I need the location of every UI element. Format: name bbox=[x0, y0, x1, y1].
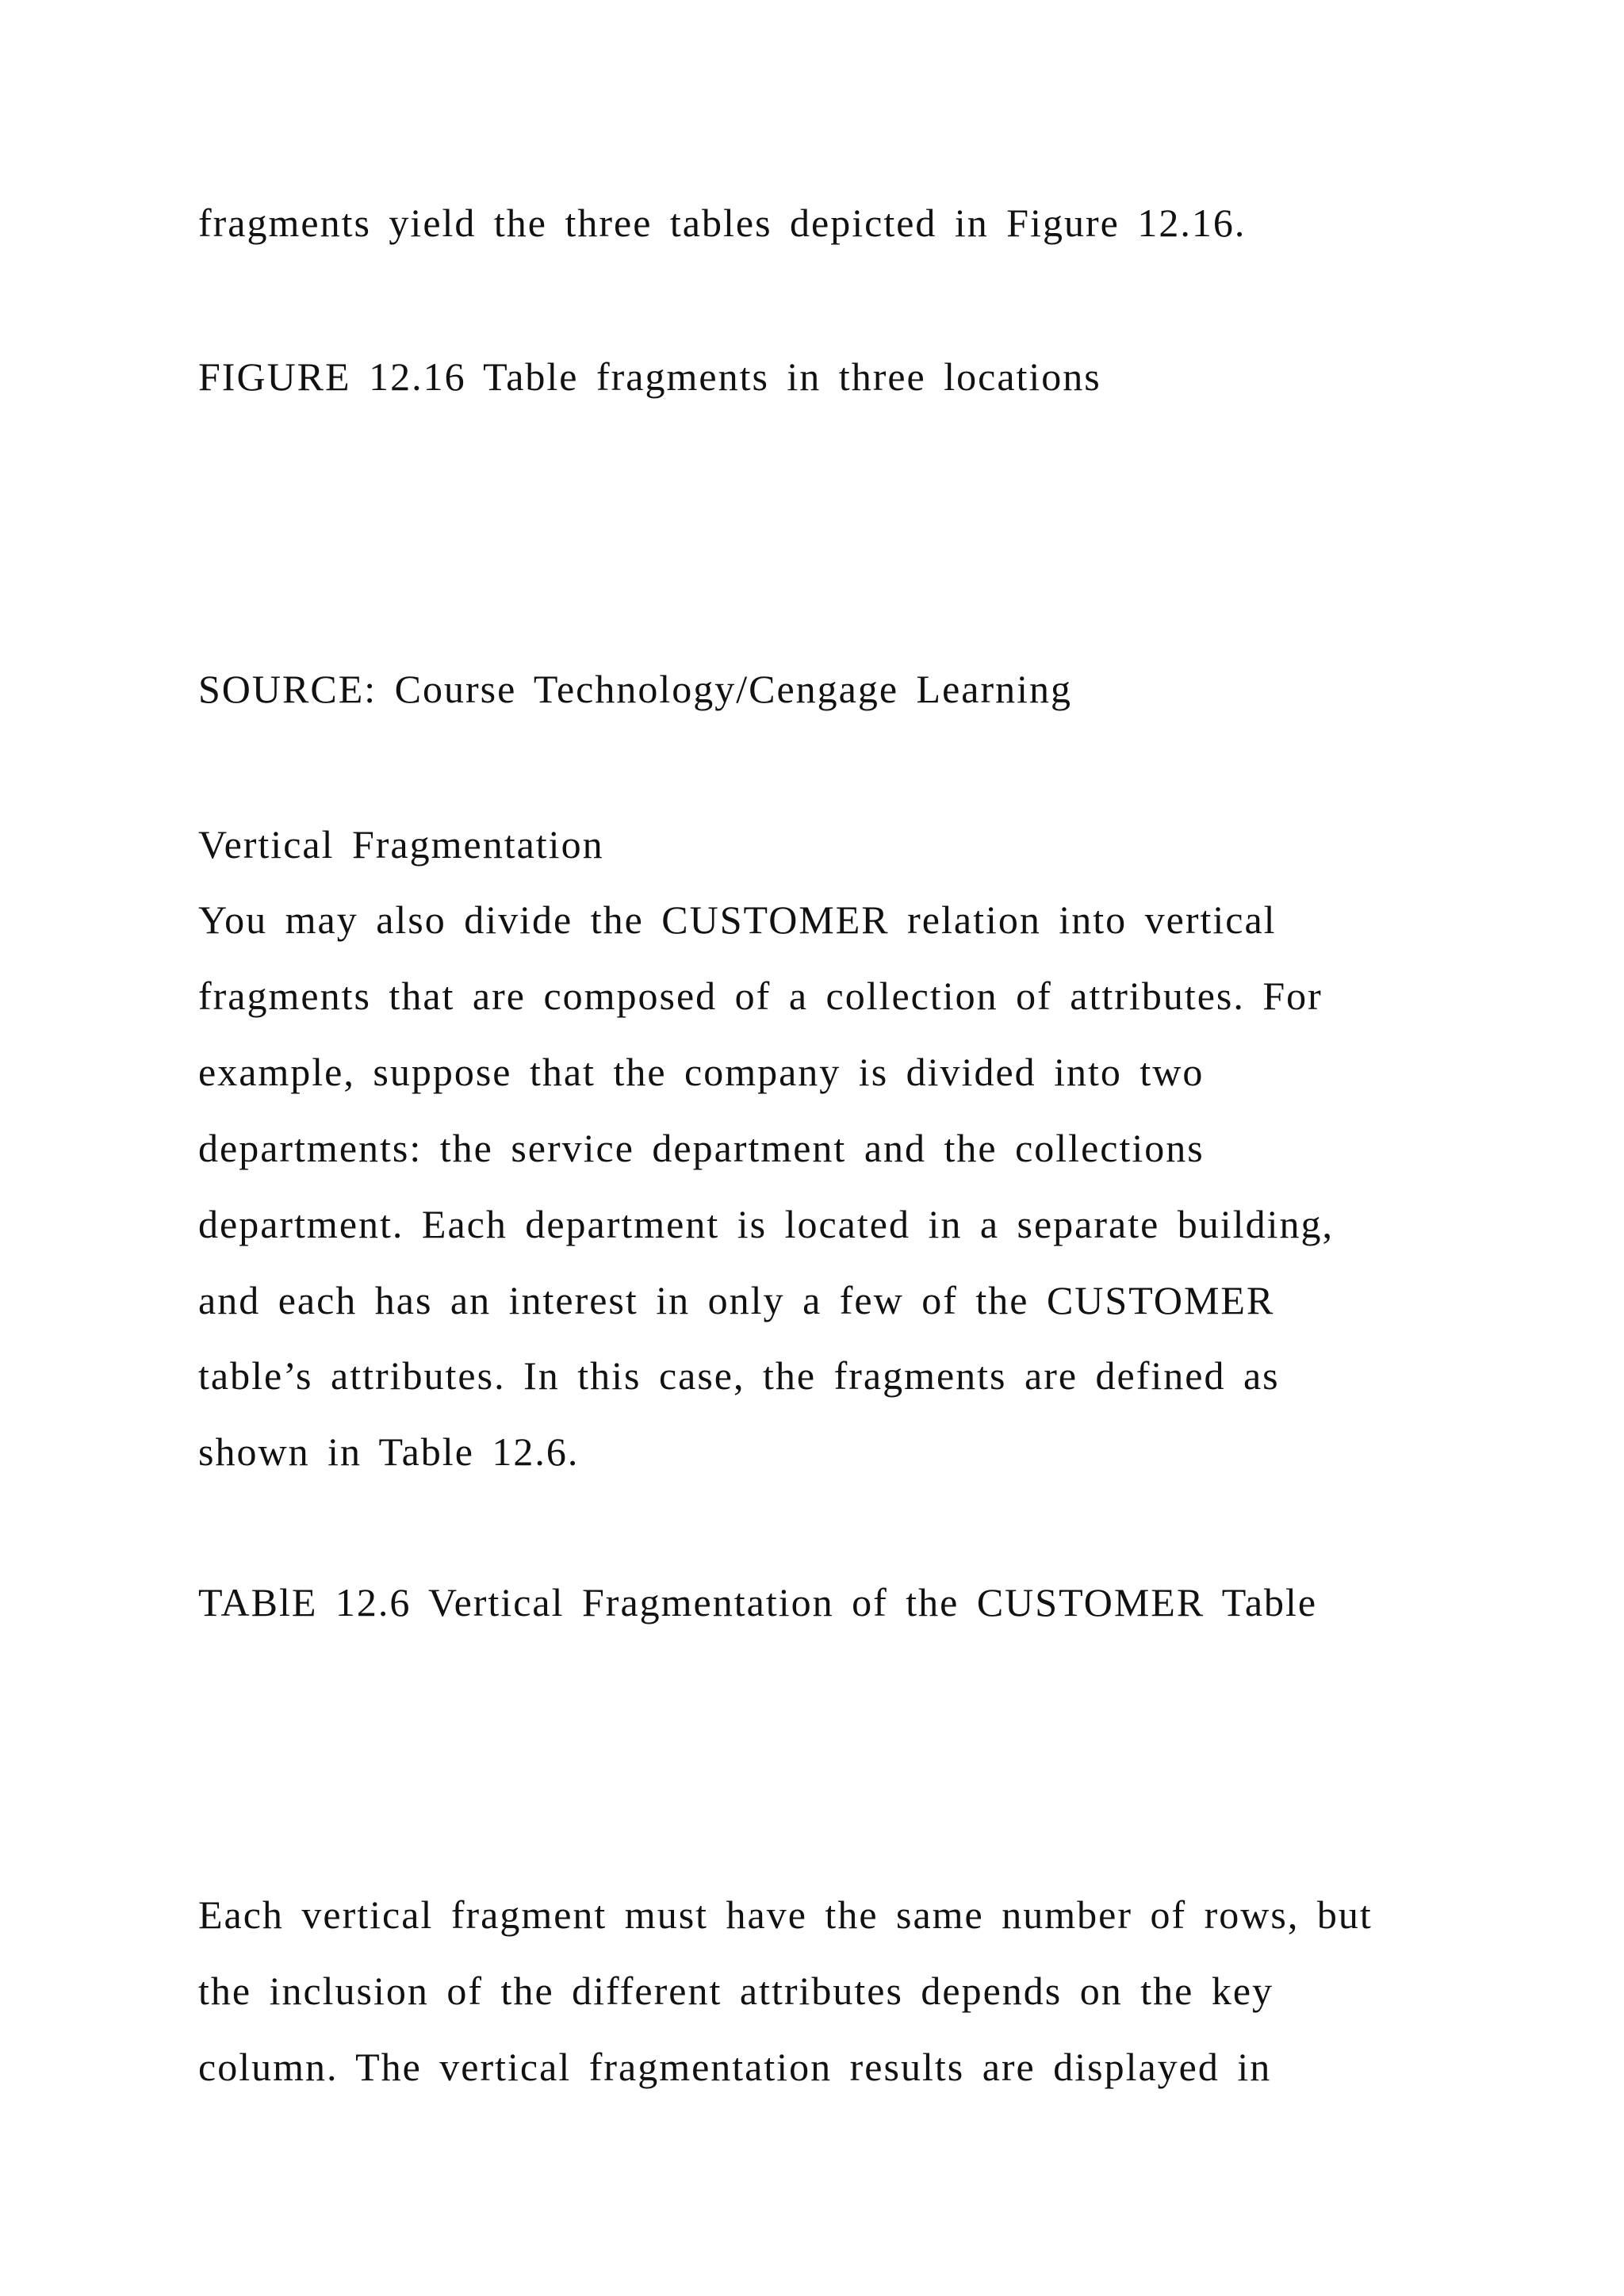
source-line: SOURCE: Course Technology/Cengage Learning bbox=[198, 667, 1073, 711]
paragraph-line: fragments that are composed of a collection of attributes. For bbox=[198, 974, 1323, 1018]
paragraph-line: You may also divide the CUSTOMER relation into vertical bbox=[198, 897, 1277, 942]
paragraph-line: shown in Table 12.6. bbox=[198, 1429, 580, 1474]
paragraph-line: column. The vertical fragmentation results are displayed in bbox=[198, 2045, 1272, 2089]
paragraph-line: the inclusion of the different attributes depends on the key bbox=[198, 1969, 1274, 2013]
table-caption: TABlE 12.6 Vertical Fragmentation of the CUSTOMER Table bbox=[198, 1580, 1318, 1624]
section-heading: Vertical Fragmentation bbox=[198, 822, 604, 867]
paragraph-line: and each has an interest in only a few of the CUSTOMER bbox=[198, 1278, 1275, 1322]
figure-caption: FIGURE 12.16 Table fragments in three locations bbox=[198, 354, 1101, 399]
paragraph-line: example, suppose that the company is divided into two bbox=[198, 1050, 1205, 1094]
paragraph-line: departments: the service department and the collections bbox=[198, 1126, 1205, 1170]
paragraph-line: department. Each department is located in a separate building, bbox=[198, 1202, 1334, 1246]
paragraph-line: Each vertical fragment must have the same number of rows, but bbox=[198, 1892, 1373, 1937]
paragraph-line: table’s attributes. In this case, the fragments are defined as bbox=[198, 1353, 1280, 1398]
intro-line: fragments yield the three tables depicted in Figure 12.16. bbox=[198, 201, 1247, 245]
